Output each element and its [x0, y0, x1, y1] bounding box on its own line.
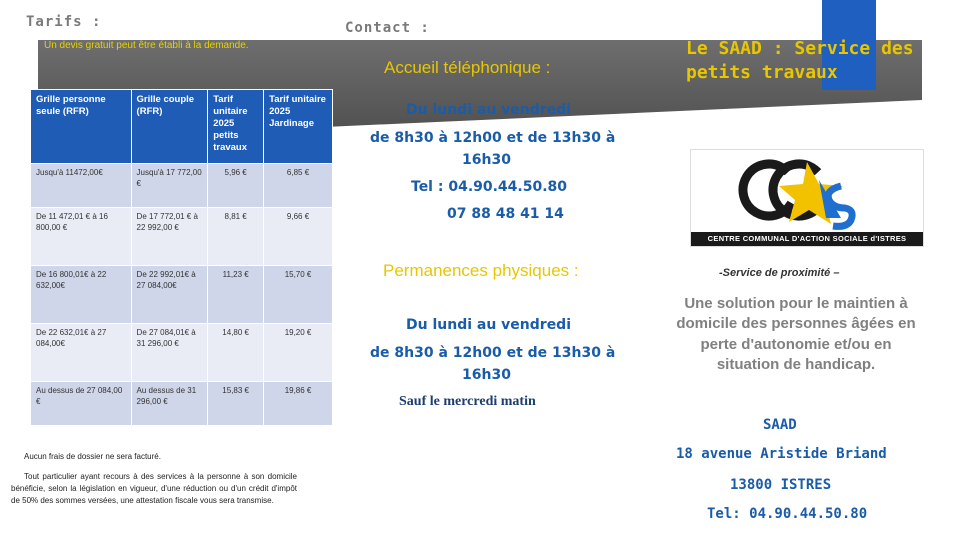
cell-tarif-jardinage: 19,86 €	[264, 382, 333, 426]
address-city: 13800 ISTRES	[730, 477, 832, 493]
cell-tarif-petits-travaux: 8,81 €	[208, 208, 264, 266]
cell-grille-couple: De 17 772,01 € à 22 992,00 €	[131, 208, 208, 266]
cell-grille-seule: Jusqu'à 11472,00€	[31, 164, 132, 208]
accueil-tel: Tel : 04.90.44.50.80	[411, 179, 568, 195]
ccas-logo-bar: CENTRE COMMUNAL D'ACTION SOCIALE d'ISTRES	[691, 232, 923, 246]
cell-tarif-petits-travaux: 5,96 €	[208, 164, 264, 208]
ccas-logo	[690, 149, 924, 247]
permanences-title: Permanences physiques :	[383, 261, 579, 280]
table-row	[31, 164, 333, 208]
saad-title	[686, 37, 914, 86]
cell-grille-couple: Au dessus de 31 296,00 €	[131, 382, 208, 426]
cell-tarif-jardinage: 6,85 €	[264, 164, 333, 208]
header-tarif-jardinage: Tarif unitaire 2025 Jardinage	[264, 90, 333, 164]
cell-grille-seule: De 22 632,01€ à 27 084,00€	[31, 324, 132, 382]
cell-tarif-jardinage: 9,66 €	[264, 208, 333, 266]
saad-title-line2: petits travaux	[686, 62, 838, 84]
accueil-title: Accueil téléphonique :	[384, 58, 551, 77]
perm-hours-line2: 16h30	[462, 367, 511, 383]
devis-note: Un devis gratuit peut être établi à la demande.	[44, 40, 249, 51]
cell-grille-couple: De 22 992,01€ à 27 084,00€	[131, 266, 208, 324]
ccas-logo-icon	[691, 150, 925, 234]
cell-grille-seule: De 11 472,01 € à 16 800,00 €	[31, 208, 132, 266]
cell-tarif-petits-travaux: 15,83 €	[208, 382, 264, 426]
footnote-credit-impot: Tout particulier ayant recours à des services à la personne à son domicile bénéficie, selon la législation en vigueur, d'une réduction ou d'un crédit d'impôt de 50% des sommes versées, une attestation fiscale vous sera transmise.	[11, 472, 297, 505]
address-tel: Tel: 04.90.44.50.80	[707, 506, 868, 522]
tarifs-table	[30, 89, 333, 426]
cell-tarif-petits-travaux: 14,80 €	[208, 324, 264, 382]
table-row	[31, 208, 333, 266]
cell-grille-couple: Jusqu'à 17 772,00 €	[131, 164, 208, 208]
cell-tarif-jardinage: 15,70 €	[264, 266, 333, 324]
table-row	[31, 324, 333, 382]
solution-text: Une solution pour le maintien à domicile des personnes âgées en perte d'autonomie et/ou en situation de handicap.	[676, 295, 916, 373]
header-tarif-petits-travaux: Tarif unitaire 2025 petits travaux	[208, 90, 264, 164]
perm-days: Du lundi au vendredi	[406, 317, 572, 333]
address-street: 18 avenue Aristide Briand	[676, 446, 887, 462]
accueil-days: Du lundi au vendredi	[406, 102, 572, 118]
saad-title-line1: Le SAAD : Service des	[686, 38, 914, 59]
saad-label: SAAD	[763, 417, 797, 433]
accueil-mobile: 07 88 48 41 14	[447, 206, 564, 222]
footnote-frais: Aucun frais de dossier ne sera facturé.	[24, 452, 161, 461]
table-header-row	[31, 90, 333, 164]
cell-tarif-jardinage: 19,20 €	[264, 324, 333, 382]
cell-grille-seule: Au dessus de 27 084,00 €	[31, 382, 132, 426]
contact-title: Contact :	[345, 20, 430, 36]
table-row	[31, 382, 333, 426]
perm-exception: Sauf le mercredi matin	[399, 394, 536, 409]
service-proximite: -Service de proximité –	[719, 267, 840, 279]
table-row	[31, 266, 333, 324]
header-grille-couple: Grille couple (RFR)	[131, 90, 208, 164]
accueil-hours-line1: de 8h30 à 12h00 et de 13h30 à	[370, 130, 616, 146]
perm-hours-line1: de 8h30 à 12h00 et de 13h30 à	[370, 345, 616, 361]
accueil-hours-line2: 16h30	[462, 152, 511, 168]
header-grille-seule: Grille personne seule (RFR)	[31, 90, 132, 164]
cell-grille-seule: De 16 800,01€ à 22 632,00€	[31, 266, 132, 324]
cell-grille-couple: De 27 084,01€ à 31 296,00 €	[131, 324, 208, 382]
cell-tarif-petits-travaux: 11,23 €	[208, 266, 264, 324]
tarifs-title: Tarifs :	[26, 14, 102, 30]
